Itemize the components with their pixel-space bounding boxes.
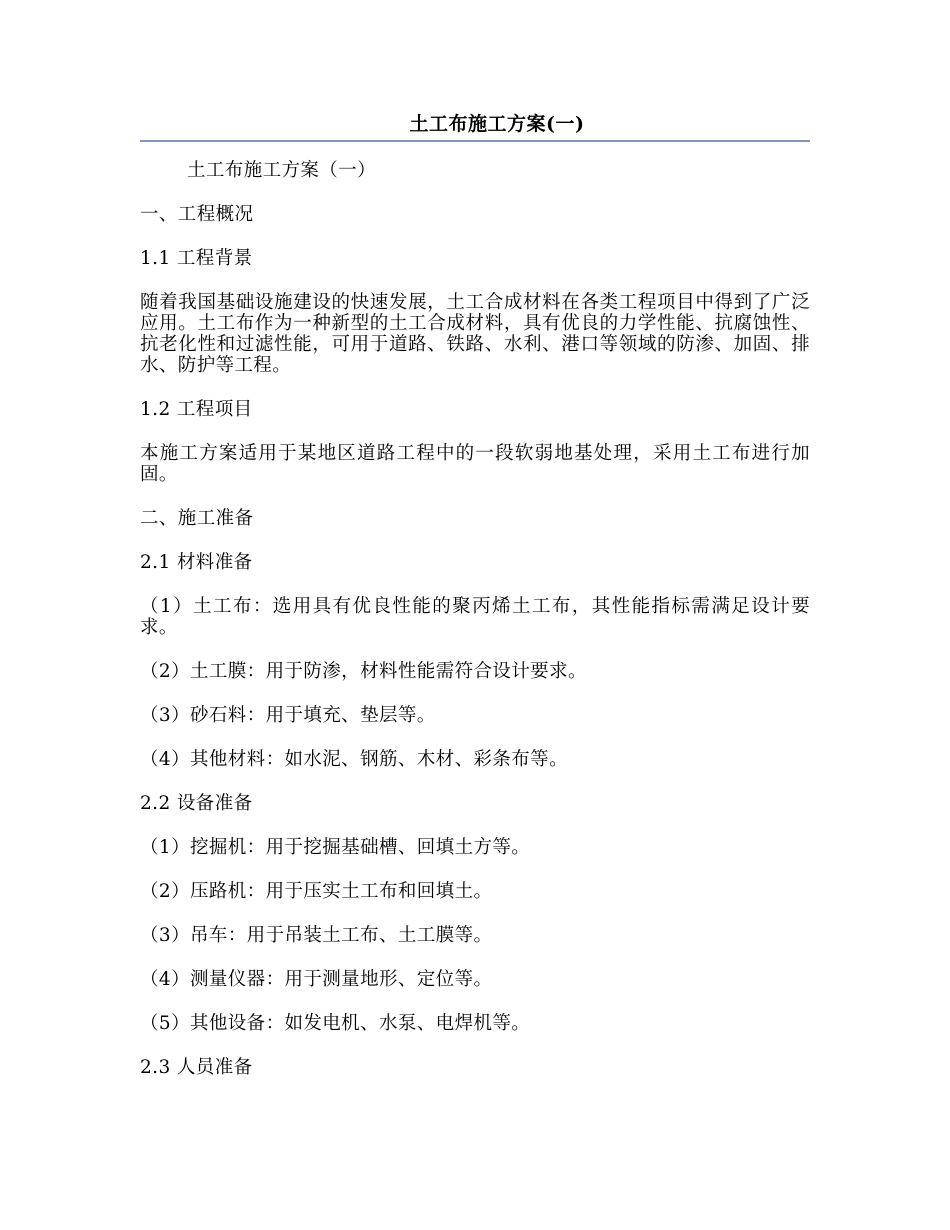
list-item: （2）压路机：用于压实土工布和回填土。 xyxy=(140,881,493,902)
subsection-heading: 1.2 工程项目 xyxy=(140,399,253,420)
document-header xyxy=(140,112,810,142)
header-title: 土工布施工方案(一) xyxy=(409,113,585,135)
list-item: （4）测量仪器：用于测量地形、定位等。 xyxy=(140,969,493,990)
subsection-heading: 2.3 人员准备 xyxy=(140,1057,253,1078)
subsection-heading: 2.2 设备准备 xyxy=(140,793,253,814)
list-item: （2）土工膜：用于防渗，材料性能需符合设计要求。 xyxy=(140,661,587,682)
list-item: （4）其他材料：如水泥、钢筋、木材、彩条布等。 xyxy=(140,749,568,770)
list-item: （1）土工布：选用具有优良性能的聚丙烯土工布，其性能指标需满足设计要求。 xyxy=(140,596,810,638)
section-heading: 二、施工准备 xyxy=(140,508,254,529)
document-body xyxy=(140,160,810,1101)
list-item: （3）砂石料：用于填充、垫层等。 xyxy=(140,705,436,726)
section-heading: 一、工程概况 xyxy=(140,204,254,225)
list-item: （3）吊车：用于吊装土工布、土工膜等。 xyxy=(140,925,493,946)
subsection-heading: 2.1 材料准备 xyxy=(140,552,253,573)
subsection-heading: 1.1 工程背景 xyxy=(140,248,253,269)
body-paragraph: 本施工方案适用于某地区道路工程中的一段软弱地基处理，采用土工布进行加固。 xyxy=(140,443,810,485)
document-subtitle: 土工布施工方案（一） xyxy=(187,160,377,181)
body-paragraph: 随着我国基础设施建设的快速发展，土工合成材料在各类工程项目中得到了广泛应用。土工布作为一种新型的土工合成材料，具有优良的力学性能、抗腐蚀性、抗老化性和过滤性能，可用于道路、铁路、水利、港口等领域的防渗、加固、排水、防护等工程。 xyxy=(140,292,810,376)
list-item: （1）挖掘机：用于挖掘基础槽、回填土方等。 xyxy=(140,837,531,858)
list-item: （5）其他设备：如发电机、水泵、电焊机等。 xyxy=(140,1013,531,1034)
